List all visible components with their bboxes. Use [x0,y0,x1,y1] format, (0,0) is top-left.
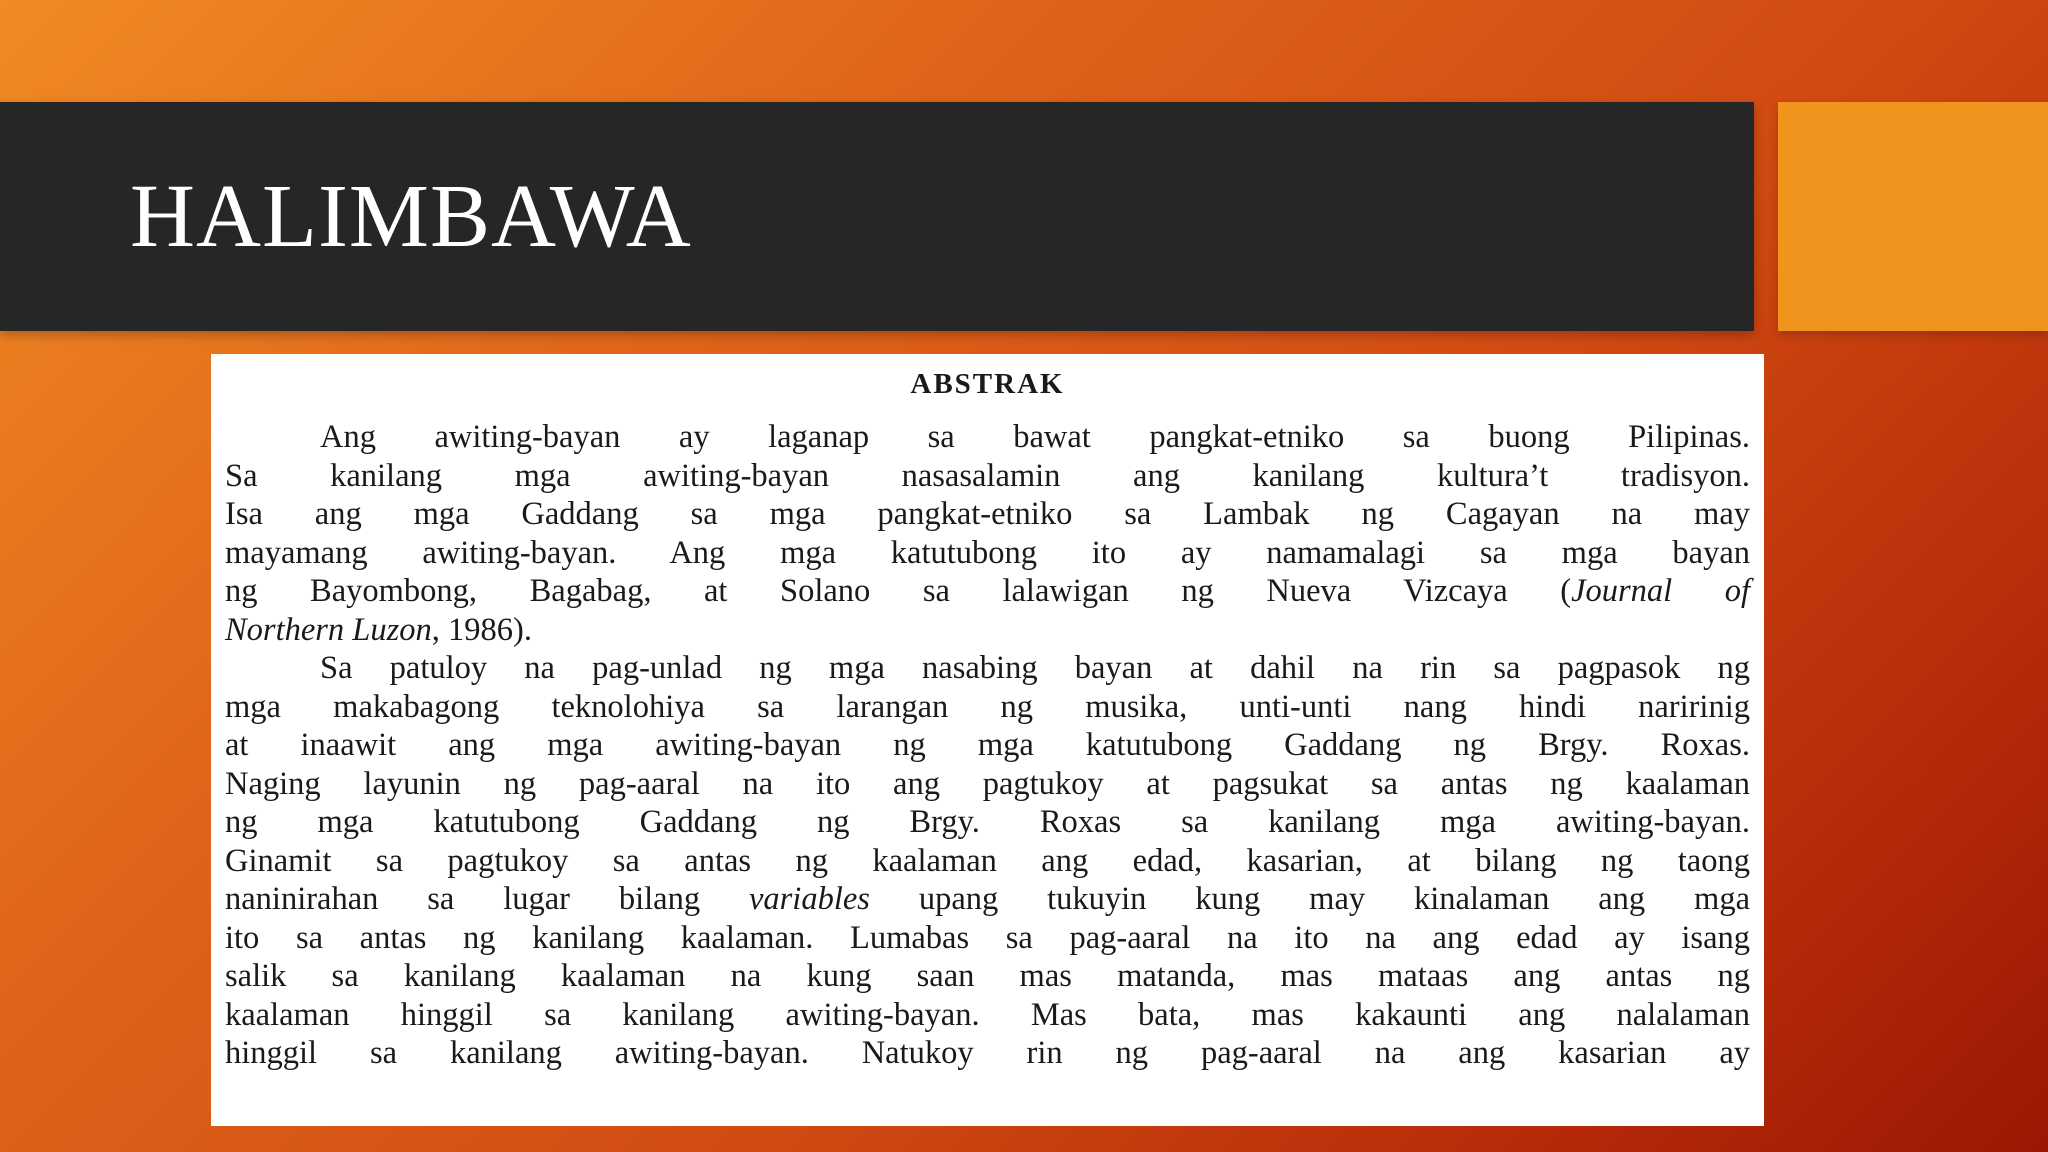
text-segment: upang tukuyin kung may kinalaman ang mga [869,881,1750,917]
abstract-paragraph-1 [225,418,1750,649]
text-line: Sa kanilang mga awiting-bayan nasasalamin ang kanilang kultura’t tradisyon. [225,457,1750,494]
abstract-heading: ABSTRAK [910,368,1065,400]
italic-term: variables [748,881,870,917]
text-line: mga makabagong teknolohiya sa larangan ng musika, unti-unti nang hindi naririnig [225,688,1750,725]
text-line: ng mga katutubong Gaddang ng Brgy. Roxas sa kanilang mga awiting-bayan. [225,804,1750,840]
text-line: Naging layunin ng pag-aaral na ito ang pagtukoy at pagsukat sa antas ng kaalaman [225,765,1750,802]
italic-citation: Northern Luzon [225,611,432,648]
text-line: Ginamit sa pagtukoy sa antas ng kaalaman ang edad, kasarian, at bilang ng taong [225,842,1750,879]
text-line: Isa ang mga Gaddang sa mga pangkat-etniko sa Lambak ng Cagayan na may [225,496,1750,532]
text-line: mayamang awiting-bayan. Ang mga katutubong ito ay namamalagi sa mga bayan [225,534,1750,571]
italic-citation: Journal of [1571,573,1750,609]
text-line: kaalaman hinggil sa kanilang awiting-bayan. Mas bata, mas kakaunti ang nalalaman [225,996,1750,1033]
text-line: salik sa kanilang kaalaman na kung saan mas matanda, mas mataas ang antas ng [225,958,1750,994]
text-line: at inaawit ang mga awiting-bayan ng mga katutubong Gaddang ng Brgy. Roxas. [225,727,1750,763]
accent-square [1778,102,2048,331]
text-line: hinggil sa kanilang awiting-bayan. Natukoy rin ng pag-aaral na ang kasarian ay [225,1035,1750,1071]
text-line [225,880,1750,919]
text-segment: naninirahan sa lugar bilang [225,881,749,917]
abstract-paragraph-2 [225,649,1750,1073]
text-line [225,572,1750,611]
title-bar [0,102,1754,331]
text-line: Ang awiting-bayan ay laganap sa bawat pangkat-etniko sa buong Pilipinas. [320,419,1750,455]
slide-title: HALIMBAWA [130,167,692,266]
text-line: Sa patuloy na pag-unlad ng mga nasabing bayan at dahil na rin sa pagpasok ng [320,650,1750,686]
text-segment: ng Bayombong, Bagabag, at Solano sa lalawigan ng Nueva Vizcaya ( [225,573,1572,609]
text-line [225,611,1750,650]
scanned-abstract-image [211,354,1764,1126]
text-segment: , 1986). [431,611,532,648]
text-line: ito sa antas ng kanilang kaalaman. Lumabas sa pag-aaral na ito na ang edad ay isang [225,919,1750,956]
